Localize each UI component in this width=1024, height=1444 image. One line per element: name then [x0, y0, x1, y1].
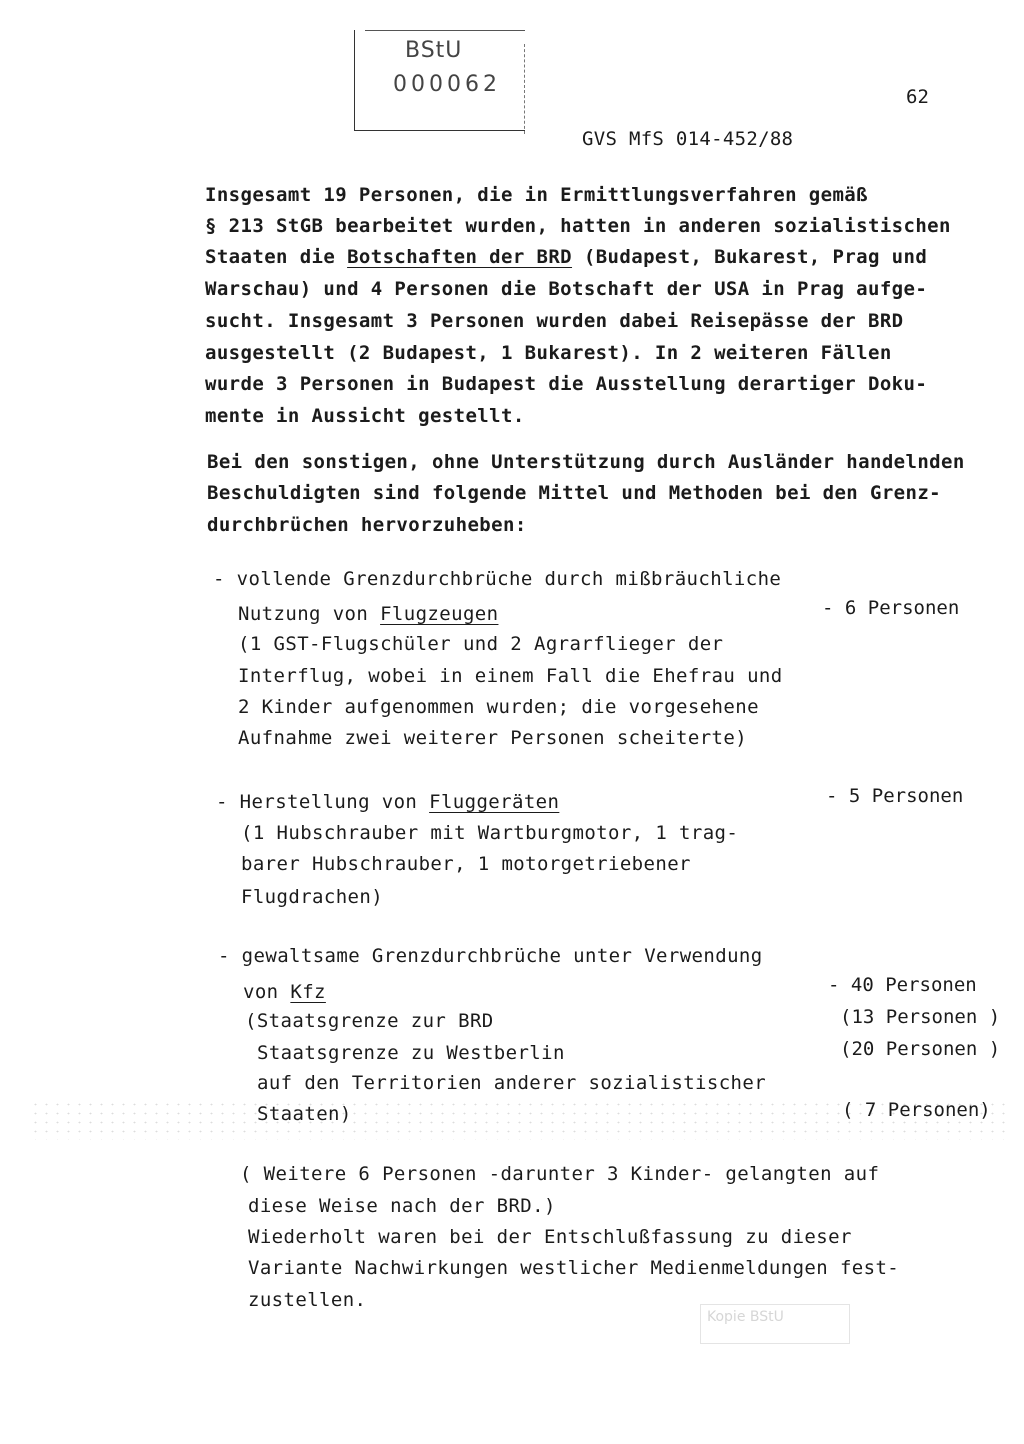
item1-line5: 2 Kinder aufgenommen wurden; die vorgesehene: [238, 696, 759, 718]
page-number: 62: [906, 86, 929, 108]
para1-line3-end: (Budapest, Bukarest, Prag und: [572, 246, 928, 268]
item3-count-sozialistisch: ( 7 Personen): [842, 1099, 991, 1121]
item1-line4: Interflug, wobei in einem Fall die Ehefrau und: [238, 665, 783, 687]
item3-count: - 40 Personen: [828, 974, 977, 996]
para1-line3: [205, 246, 927, 268]
stamp-number: 000062: [393, 72, 501, 97]
item3-line6: Staaten): [257, 1103, 352, 1125]
item3-count-westberlin: (20 Personen ): [840, 1038, 1001, 1060]
underlined-kfz: Kfz: [290, 981, 326, 1003]
underlined-botschaften: Botschaften der BRD: [347, 246, 573, 268]
para1-line7: wurde 3 Personen in Budapest die Ausstellung derartiger Doku-: [205, 373, 928, 395]
item2-count: - 5 Personen: [826, 785, 964, 807]
item2-line3: barer Hubschrauber, 1 motorgetriebener: [241, 853, 691, 875]
item3-line5: auf den Territorien anderer sozialistischer: [257, 1072, 767, 1094]
item1-count: - 6 Personen: [822, 597, 960, 619]
item3-count-brd: (13 Personen ): [840, 1006, 1001, 1028]
item2-line4: Flugdrachen): [241, 886, 384, 908]
para1-line2: § 213 StGB bearbeitet wurden, hatten in anderen sozialistischen: [205, 215, 951, 237]
para1-line8: mente in Aussicht gestellt.: [205, 405, 525, 427]
item2-line1-start: - Herstellung von: [216, 791, 430, 813]
para2-line3: durchbrüchen hervorzuheben:: [207, 514, 527, 536]
closing-line4: Variante Nachwirkungen westlicher Medienmeldungen fest-: [248, 1257, 900, 1279]
copy-stamp: Kopie BStU: [700, 1304, 850, 1344]
item2-line2: (1 Hubschrauber mit Wartburgmotor, 1 trag-: [241, 822, 739, 844]
closing-line5: zustellen.: [248, 1289, 367, 1311]
item3-line2: [243, 981, 326, 1003]
closing-line1: ( Weitere 6 Personen -darunter 3 Kinder- gelangten auf: [240, 1163, 880, 1185]
para2-line1: Bei den sonstigen, ohne Unterstützung durch Ausländer handelnden: [207, 451, 965, 473]
item1-line2: [238, 603, 498, 625]
document-reference: GVS MfS 014-452/88: [582, 128, 794, 150]
item1-line6: Aufnahme zwei weiterer Personen scheiterte): [238, 727, 748, 749]
item3-line2-start: von: [243, 981, 291, 1003]
para2-line2: Beschuldigten sind folgende Mittel und Methoden bei den Grenz-: [207, 482, 942, 504]
para1-line1: Insgesamt 19 Personen, die in Ermittlungsverfahren gemäß: [205, 184, 868, 206]
scan-noise: [30, 1100, 1010, 1140]
closing-line3: Wiederholt waren bei der Entschlußfassung zu dieser: [248, 1226, 852, 1248]
stamp-label: BStU: [405, 38, 463, 63]
item1-line3: (1 GST-Flugschüler und 2 Agrarflieger der: [238, 633, 724, 655]
item3-line1: - gewaltsame Grenzdurchbrüche unter Verwendung: [218, 945, 763, 967]
item3-line3: (Staatsgrenze zur BRD: [245, 1010, 494, 1032]
para1-line3-start: Staaten die: [205, 246, 348, 268]
para1-line5: sucht. Insgesamt 3 Personen wurden dabei Reisepässe der BRD: [205, 310, 904, 332]
underlined-fluggeraeten: Fluggeräten: [429, 791, 560, 813]
item3-line4: Staatsgrenze zu Westberlin: [257, 1042, 565, 1064]
item1-line2-start: Nutzung von: [238, 603, 381, 625]
archive-stamp: [354, 30, 525, 131]
para1-line6: ausgestellt (2 Budapest, 1 Bukarest). In 2 weiteren Fällen: [205, 342, 892, 364]
item2-line1: [216, 791, 559, 813]
para1-line4: Warschau) und 4 Personen die Botschaft der USA in Prag aufge-: [205, 278, 928, 300]
underlined-flugzeugen: Flugzeugen: [380, 603, 499, 625]
closing-line2: diese Weise nach der BRD.): [248, 1195, 556, 1217]
item1-line1: - vollende Grenzdurchbrüche durch mißbräuchliche: [213, 568, 782, 590]
